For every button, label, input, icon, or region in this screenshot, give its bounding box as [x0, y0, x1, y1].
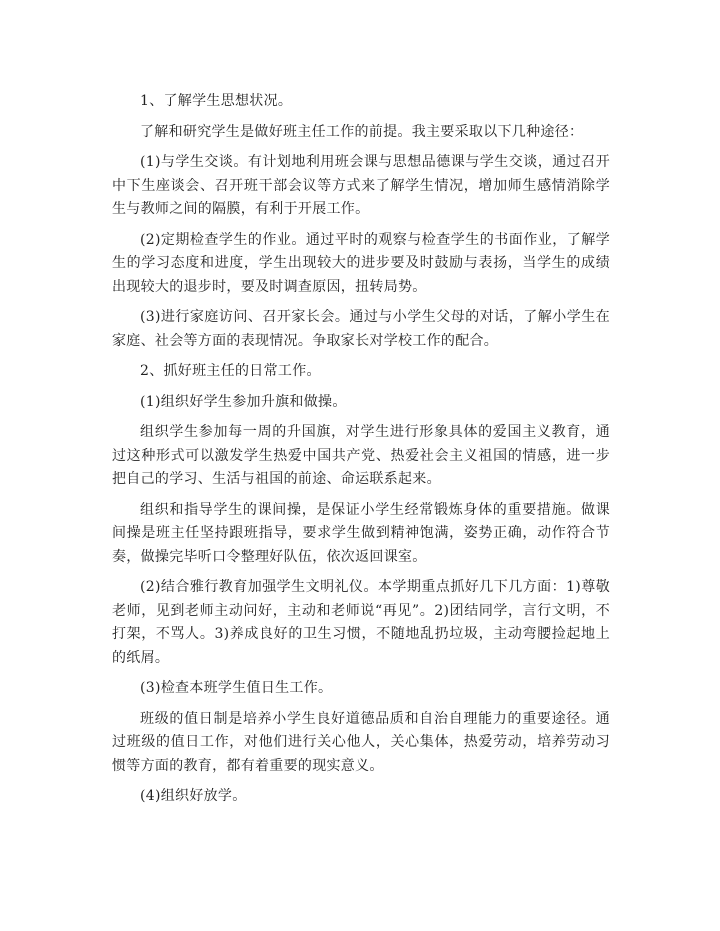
paragraph-talk: (1)与学生交谈。有计划地利用班会课与思想品德课与学生交谈，通过召开中下生座谈会、召开班干部会议等方式来了解学生情况，增加师生感情消除学生与教师之间的隔膜，有利于开展工作。	[112, 154, 610, 217]
paragraph-home-visit: (3)进行家庭访问、召开家长会。通过与小学生父母的对话，了解小学生在家庭、社会等方面的表现情况。争取家长对学校工作的配合。	[112, 309, 610, 349]
paragraph-flag-raising: 组织学生参加每一周的升国旗，对学生进行形象具体的爱国主义教育，通过这种形式可以激发学生热爱中国共产党、热爱社会主义祖国的情感，进一步把自己的学习、生活与祖国的前途、命运联系起来。	[112, 424, 610, 487]
paragraph-duty-check: (3)检查本班学生值日生工作。	[140, 680, 333, 696]
section-heading-1: 1、了解学生思想状况。	[140, 93, 293, 109]
paragraph-flag-exercise: (1)组织好学生参加升旗和做操。	[140, 393, 347, 410]
paragraph-dismissal: (4)组织好放学。	[140, 788, 247, 804]
paragraph-duty-system: 班级的值日制是培养小学生良好道德品质和自治自理能力的重要途径。通过班级的值日工作，对他们进行关心他人，关心集体，热爱劳动，培养劳动习惯等方面的教育，都有着重要的现实意义。	[112, 710, 610, 774]
paragraph-intro: 了解和研究学生是做好班主任工作的前提。我主要采取以下几种途径：	[140, 123, 584, 140]
document-body	[112, 90, 610, 816]
paragraph-etiquette: (2)结合雅行教育加强学生文明礼仪。本学期重点抓好几下几方面：1)尊敬老师，见到老师主动问好，主动和老师说“再见”。2)团结同学，言行文明，不打架，不骂人。3)养成良好的卫生习惯，不随地乱扔垃圾，主动弯腰捡起地上的纸屑。	[112, 579, 610, 666]
paragraph-break-exercise: 组织和指导学生的课间操，是保证小学生经常锻炼身体的重要措施。做课间操是班主任坚持跟班指导，要求学生做到精神饱满，姿势正确，动作符合节奏，做操完毕听口令整理好队伍，依次返回课室。	[112, 501, 610, 565]
section-heading-2: 2、抓好班主任的日常工作。	[140, 363, 321, 379]
paragraph-homework: (2)定期检查学生的作业。通过平时的观察与检查学生的书面作业，了解学生的学习态度和进度，学生出现较大的进步要及时鼓励与表扬，当学生的成绩出现较大的退步时，要及时调查原因，扭转局势。	[112, 231, 610, 295]
